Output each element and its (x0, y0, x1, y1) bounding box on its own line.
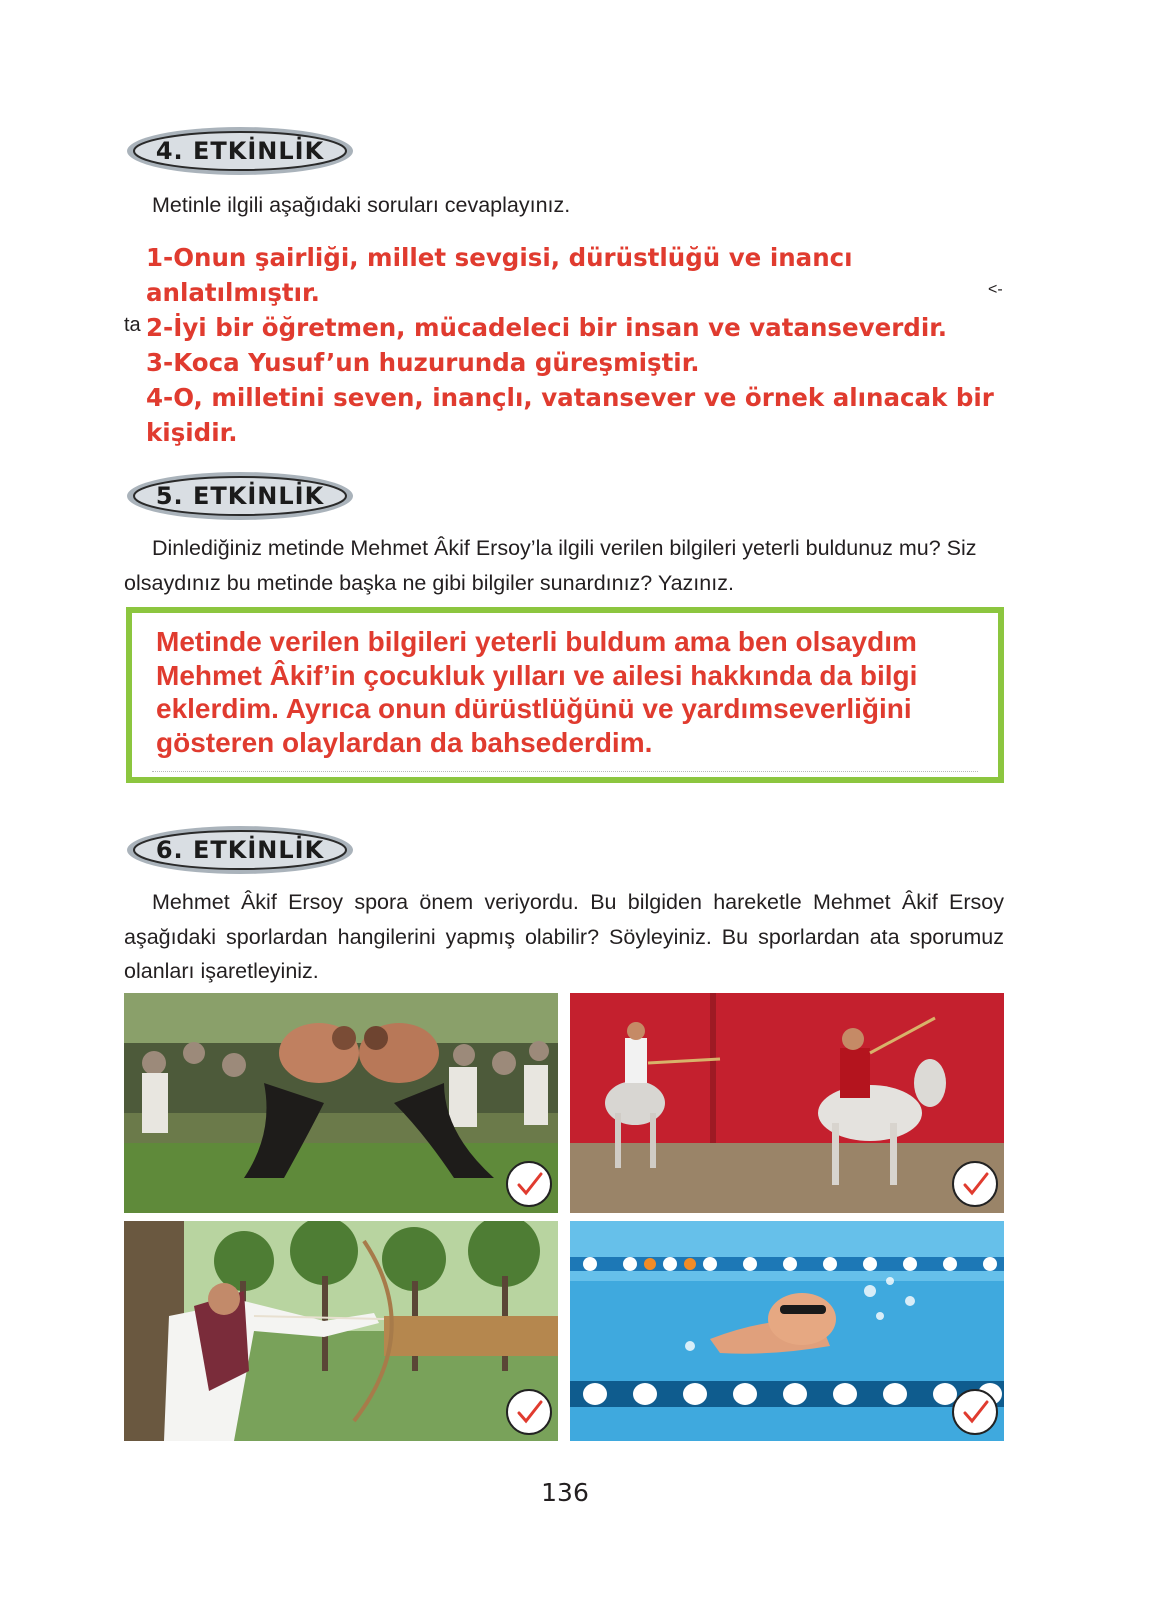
activity-4-answers (146, 240, 1006, 450)
residue-text-left: ta (124, 314, 141, 336)
page-number: 136 (541, 1478, 589, 1507)
writing-line (152, 771, 978, 772)
activity-4-instruction: Metinle ilgili aşağıdaki soruları cevaplayınız. (152, 193, 571, 217)
answer-item: 4-O, milletini seven, inançlı, vatansever ve örnek alınacak bir kişidir. (146, 383, 994, 447)
checkmark-icon (506, 1389, 552, 1435)
wrestling-photo (124, 993, 558, 1213)
activity-4-badge (124, 124, 356, 178)
residue-text-right: <- (988, 281, 1003, 298)
activity-5-badge (124, 469, 356, 523)
activity-6-instruction: Mehmet Âkif Ersoy spora önem veriyordu. Bu bilgiden hareketle Mehmet Âkif Ersoy aşağıdaki sporlardan hangilerini yapmış olabilir? Söyleyiniz. Bu sporlardan ata sporumuz olanları işaretleyiniz. (124, 890, 1004, 983)
activity-5-instruction: Dinlediğiniz metinde Mehmet Âkif Ersoy’la ilgili verilen bilgileri yeterli buldunuz mu? Siz olsaydınız bu metinde başka ne gibi bilgiler sunardınız? Yazınız. (124, 536, 977, 595)
answer-item: 2-İyi bir öğretmen, mücadeleci bir insan ve vatanseverdir. (146, 313, 948, 342)
answer-item: 3-Koca Yusuf’un huzurunda güreşmiştir. (146, 348, 700, 377)
javelin-horse-photo (570, 993, 1004, 1213)
answer-box (126, 607, 1004, 783)
archery-photo (124, 1221, 558, 1441)
answer-item: 1-Onun şairliği, millet sevgisi, dürüstlüğü ve inancı anlatılmıştır. (146, 243, 853, 307)
activity-5-title: 5. ETKİNLİK (155, 482, 325, 510)
activity-5-answer: Metinde verilen bilgileri yeterli buldum ama ben olsaydım Mehmet Âkif’in çocukluk yılları ve ailesi hakkında da bilgi eklerdim. Ayrıca onun dürüstlüğünü ve yardımseverliğini gösteren olaylardan da bahsederdim. (156, 626, 918, 758)
checkmark-icon (506, 1161, 552, 1207)
checkmark-icon (952, 1161, 998, 1207)
activity-6-badge (124, 823, 356, 877)
swimming-photo (570, 1221, 1004, 1441)
activity-6-title: 6. ETKİNLİK (155, 836, 325, 864)
activity-4-title: 4. ETKİNLİK (155, 137, 325, 165)
checkmark-icon (952, 1389, 998, 1435)
